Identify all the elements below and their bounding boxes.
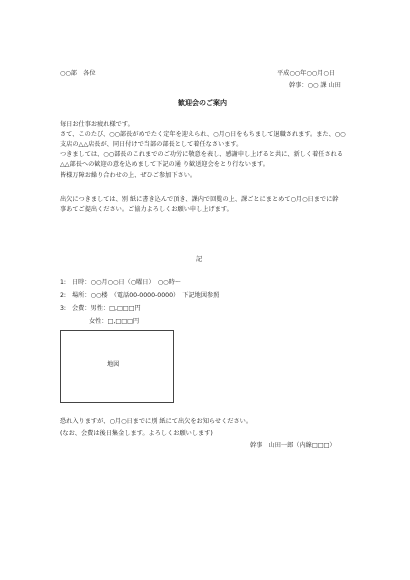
body-line: △△部長への歓迎の意を込めまして下記の通 り歓送迎会をとり行ないます。 [60, 161, 269, 168]
greeting: 毎日お仕事お疲れ様です。 [60, 121, 134, 128]
item-number: 1: [60, 279, 67, 286]
page-title: 歓迎会のご案内 [178, 99, 227, 107]
item-number: 2: [60, 292, 67, 299]
item-fee-female: 女性：□,□□□円 [89, 318, 140, 325]
footer-signature: 幹事 山田一郎（内線□□□） [250, 442, 336, 449]
map-label: 地図 [107, 361, 120, 368]
map-placeholder [60, 330, 174, 403]
footer-note: (なお、会費は後日集金します。よろしくお願いします) [60, 430, 213, 437]
body-line: 皆様万障お繰り合わせの上、ぜひご参加下さい。 [60, 172, 197, 179]
body-line: つきましては、○○部長のこれまでのご功労に敬意を表し、感謝申し上げると共に、新しく着任される [60, 151, 344, 158]
item-fee-male: 会費：男性：□,□□□円 [72, 305, 141, 312]
ki-heading: 記 [196, 256, 203, 263]
sender: 幹事：○○ 課 山田 [289, 82, 341, 89]
body-line: 事あてご提出ください。ご協力よろしくお願い申し上げます。 [60, 206, 233, 213]
item-number: 3: [60, 305, 67, 312]
date: 平成○○年○○月○日 [277, 70, 335, 77]
addressee: ○○部 各位 [60, 70, 96, 77]
body-line: 出欠につきましては、別 紙に書き込んで頂き、課内で回覧の上、課ごとにまとめて○月○日までに幹 [60, 196, 339, 203]
body-line: さて、このたび、○○部長がめでたく定年を迎えられ、○月○日をもちまして退職されます。また、○○ [60, 131, 346, 138]
body-line: 支店の△△店長が、同日付けで当部の部長として着任なさいます。 [60, 141, 243, 148]
item-place: 場所：○○楼 （電話00-0000-0000） 下記地図参照 [72, 292, 220, 299]
footer-note: 恐れ入りますが、○月○日までに別 紙にて出欠をお知らせください。 [60, 418, 253, 425]
item-datetime: 日時：○○月○○日（○曜日） ○○時～ [72, 279, 181, 286]
